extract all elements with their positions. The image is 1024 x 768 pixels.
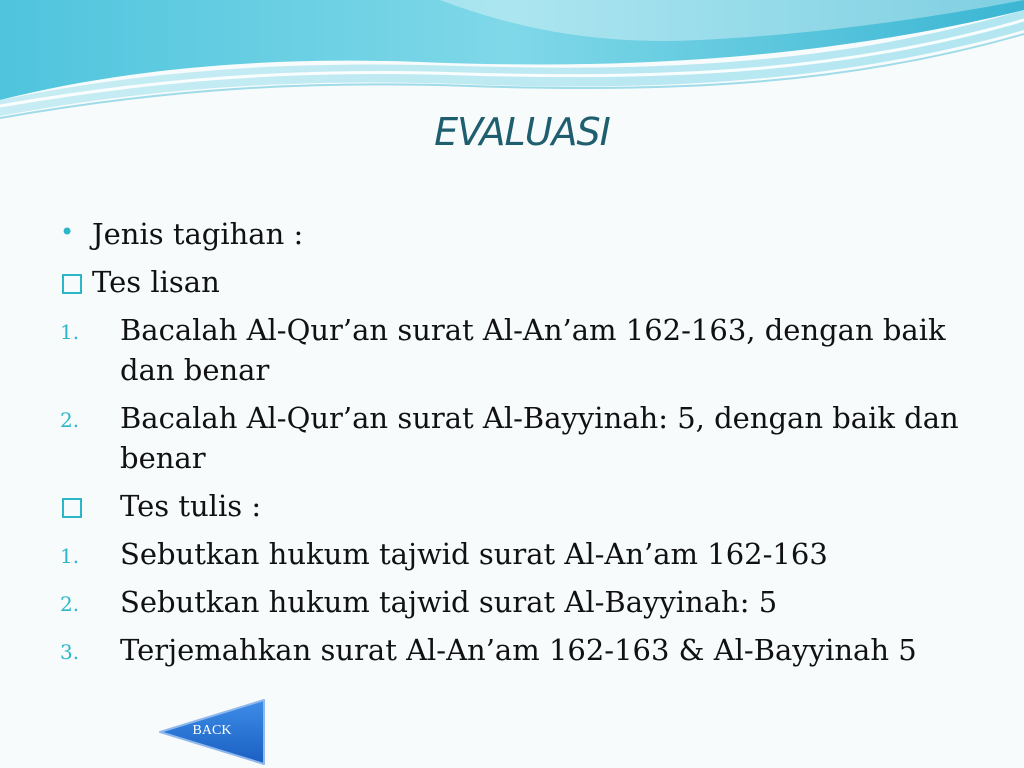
list-item-lisan-1 — [60, 310, 990, 390]
list-item-tulis-1 — [60, 534, 990, 574]
back-arrow-icon — [160, 700, 264, 764]
list-item-text: Jenis tagihan : — [92, 217, 304, 251]
list-item-tes-lisan — [60, 262, 990, 302]
list-number: 2. — [60, 592, 80, 616]
list-item-jenis-tagihan — [60, 214, 990, 254]
list-item-text: Sebutkan hukum tajwid surat Al-An’am 162-163 — [120, 537, 828, 571]
list-number: 2. — [60, 408, 80, 432]
list-item-text: Terjemahkan surat Al-An’am 162-163 & Al-Bayyinah 5 — [120, 633, 917, 667]
list-number: 1. — [60, 320, 80, 344]
checkbox-icon — [62, 274, 82, 294]
list-item-text: Bacalah Al-Qur’an surat Al-Bayyinah: 5, dengan baik dan benar — [120, 401, 959, 475]
slide-title: EVALUASI — [434, 110, 610, 154]
list-item-text: Sebutkan hukum tajwid surat Al-Bayyinah: 5 — [120, 585, 778, 619]
list-number: 3. — [60, 640, 80, 664]
list-item-tulis-3 — [60, 630, 990, 670]
bullet-icon: • — [60, 218, 75, 246]
list-item-text: Bacalah Al-Qur’an surat Al-An’am 162-163, dengan baik dan benar — [120, 313, 946, 387]
list-number: 1. — [60, 544, 80, 568]
back-button[interactable] — [158, 698, 266, 766]
back-button-label: BACK — [192, 723, 232, 738]
list-item-text: Tes lisan — [92, 265, 220, 299]
list-item-lisan-2 — [60, 398, 990, 478]
content-list — [60, 214, 990, 678]
list-item-text: Tes tulis : — [120, 489, 262, 523]
checkbox-icon — [62, 498, 82, 518]
list-item-tulis-2 — [60, 582, 990, 622]
list-item-tes-tulis — [60, 486, 990, 526]
